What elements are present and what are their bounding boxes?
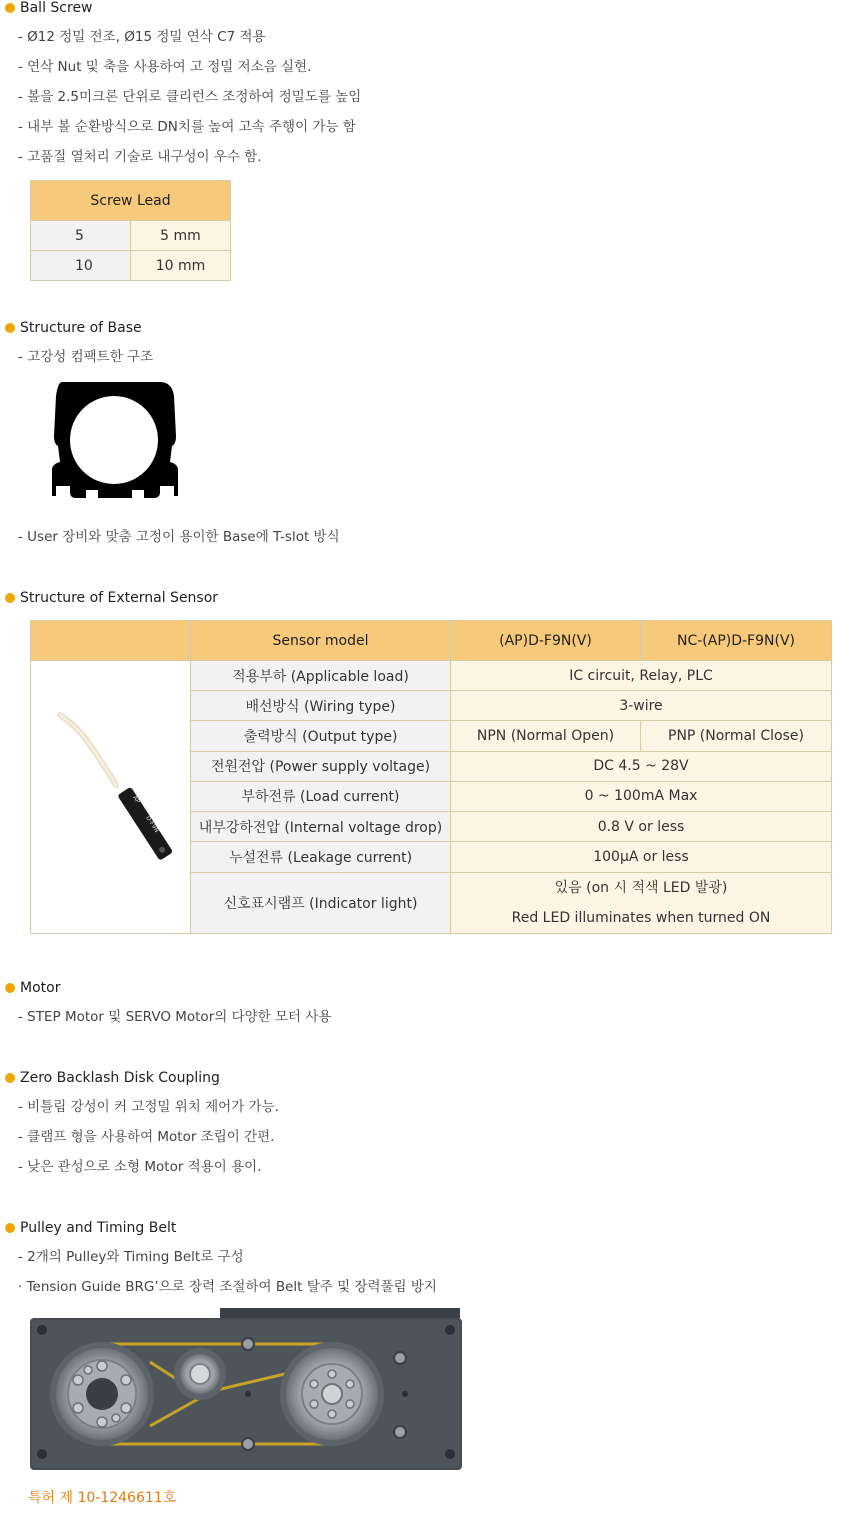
coupling-line: - 클램프 형을 사용하여 Motor 조립이 간편. bbox=[18, 1129, 275, 1145]
table-row bbox=[31, 251, 231, 281]
indicator-value-en: Red LED illuminates when turned ON bbox=[511, 909, 771, 926]
section-title-sensor: Structure of External Sensor bbox=[5, 588, 218, 608]
section-title-ball-screw: Ball Screw bbox=[5, 0, 93, 18]
screw-lead-table bbox=[30, 180, 231, 281]
coupling-line: - 낮은 관성으로 소형 Motor 적용이 용이. bbox=[18, 1159, 262, 1175]
sensor-label-text: D-F9N bbox=[143, 814, 160, 834]
section-title-coupling: Zero Backlash Disk Coupling bbox=[5, 1068, 220, 1088]
ball-screw-line: - Ø12 정밀 전조, Ø15 정밀 연삭 C7 적용 bbox=[18, 29, 266, 45]
spec-label: 전원전압 (Power supply voltage) bbox=[191, 751, 451, 781]
ball-screw-line: - 고품질 열처리 기술로 내구성이 우수 함. bbox=[18, 149, 262, 165]
table-row bbox=[31, 221, 231, 251]
section-title-pulley: Pulley and Timing Belt bbox=[5, 1218, 176, 1238]
spec-label: 부하전류 (Load current) bbox=[191, 781, 451, 811]
ball-screw-line: - 볼을 2.5미크론 단위로 클리런스 조정하여 정밀도를 높임 bbox=[18, 89, 362, 105]
spec-label: 배선방식 (Wiring type) bbox=[191, 691, 451, 721]
bullet-icon bbox=[5, 983, 15, 993]
spec-value: DC 4.5 ~ 28V bbox=[451, 751, 832, 781]
lead-code: 5 bbox=[31, 221, 131, 251]
lead-value: 10 mm bbox=[131, 251, 231, 281]
indicator-value-ko: 있음 (on 시 적색 LED 발광) bbox=[554, 879, 728, 896]
ball-screw-line: - 연삭 Nut 및 축을 사용하여 고 정밀 저소음 실현. bbox=[18, 59, 312, 75]
section-title-base: Structure of Base bbox=[5, 318, 142, 338]
sensor-image-cell bbox=[31, 661, 191, 934]
motor-line: - STEP Motor 및 SERVO Motor의 다양한 모터 사용 bbox=[18, 1009, 332, 1025]
spec-label: 누설전류 (Leakage current) bbox=[191, 842, 451, 872]
sensor-header-model: Sensor model bbox=[191, 621, 451, 661]
lead-value: 5 mm bbox=[131, 221, 231, 251]
spec-value: PNP (Normal Close) bbox=[641, 721, 832, 751]
pulley-belt-image bbox=[30, 1308, 462, 1472]
bullet-icon bbox=[5, 3, 15, 13]
bullet-icon bbox=[5, 1223, 15, 1233]
spec-value bbox=[451, 872, 832, 933]
pulley-line: · Tension Guide BRG’으로 장력 조절하여 Belt 탈주 및 장력풀림 방지 bbox=[18, 1279, 437, 1295]
sensor-spec-table bbox=[30, 620, 832, 934]
sensor-header-col2: NC-(AP)D-F9N(V) bbox=[641, 621, 832, 661]
base-line: - User 장비와 맞춤 고정이 용이한 Base에 T-slot 방식 bbox=[18, 529, 340, 545]
spec-value: 100μA or less bbox=[451, 842, 832, 872]
lead-code: 10 bbox=[31, 251, 131, 281]
sensor-label-ap: AP bbox=[130, 794, 141, 805]
screw-lead-header: Screw Lead bbox=[31, 181, 231, 221]
sensor-header-blank bbox=[31, 621, 191, 661]
base-line: - 고강성 컴팩트한 구조 bbox=[18, 349, 154, 365]
section-title-motor: Motor bbox=[5, 978, 60, 998]
bullet-icon bbox=[5, 593, 15, 603]
spec-value: 0 ~ 100mA Max bbox=[451, 781, 832, 811]
sensor-header-col1: (AP)D-F9N(V) bbox=[451, 621, 641, 661]
spec-label: 신호표시램프 (Indicator light) bbox=[191, 872, 451, 933]
spec-value: IC circuit, Relay, PLC bbox=[451, 661, 832, 691]
ball-screw-line: - 내부 볼 순환방식으로 DN치를 높여 고속 주행이 가능 함 bbox=[18, 119, 356, 135]
base-profile-image bbox=[48, 378, 182, 506]
pulley-line: - 2개의 Pulley와 Timing Belt로 구성 bbox=[18, 1249, 244, 1265]
table-row bbox=[31, 661, 832, 691]
spec-label: 적용부하 (Applicable load) bbox=[191, 661, 451, 691]
spec-value: NPN (Normal Open) bbox=[451, 721, 641, 751]
bullet-icon bbox=[5, 323, 15, 333]
coupling-line: - 비틀림 강성이 커 고정밀 위치 제어가 가능. bbox=[18, 1099, 279, 1115]
sensor-image bbox=[32, 661, 190, 929]
spec-label: 출력방식 (Output type) bbox=[191, 721, 451, 751]
spec-label: 내부강하전압 (Internal voltage drop) bbox=[191, 812, 451, 842]
bullet-icon bbox=[5, 1073, 15, 1083]
spec-value: 3-wire bbox=[451, 691, 832, 721]
patent-number: 특허 제 10-1246611호 bbox=[28, 1490, 177, 1506]
spec-value: 0.8 V or less bbox=[451, 812, 832, 842]
